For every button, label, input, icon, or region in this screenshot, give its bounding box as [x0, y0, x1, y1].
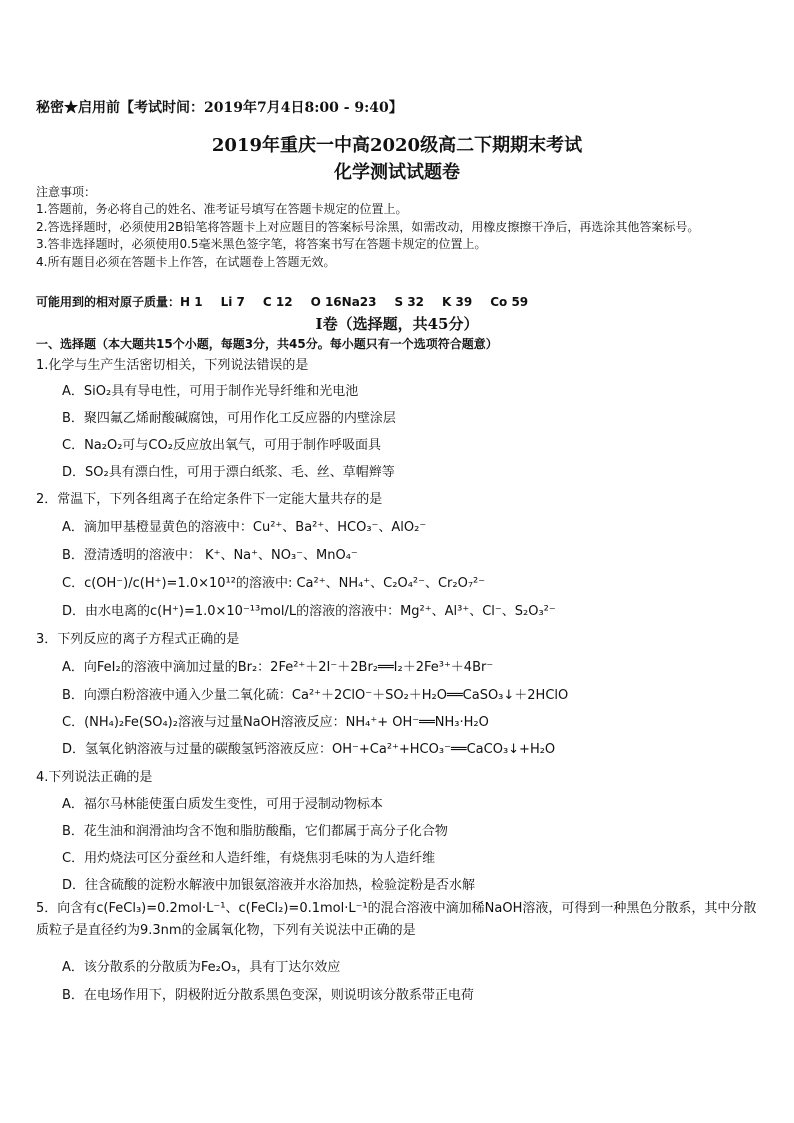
instruction-item: 2.答选择题时，必须使用2B铅笔将答题卡上对应题目的答案标号涂黑，如需改动，用橡皮擦擦干净后，再选涂其他答案标号。	[36, 219, 700, 234]
instructions	[36, 184, 758, 271]
atomic-masses-label: 可能用到的相对原子质量：	[36, 295, 181, 309]
section-title: Ⅰ卷（选择题，共45分）	[315, 315, 479, 333]
atomic-mass-item: Li 7	[220, 295, 245, 309]
question-option: C．Na₂O₂可与CO₂反应放出氧气，可用于制作呼吸面具	[62, 438, 381, 453]
question-stem: 3．下列反应的离子方程式正确的是	[36, 632, 240, 647]
exam-time-notice: 秘密★启用前【考试时间：2019年7月4日8:00 - 9:40】	[36, 100, 403, 116]
question-option: B．花生油和润滑油均含不饱和脂肪酸酯，它们都属于高分子化合物	[62, 824, 448, 839]
question-stem: 4.下列说法正确的是	[36, 770, 153, 785]
atomic-mass-item: Co 59	[490, 295, 529, 309]
exam-title: 2019年重庆一中高2020级高二下期期末考试	[211, 135, 583, 156]
part-heading: 一、选择题（本大题共15个小题，每题3分，共45分。每小题只有一个选项符合题意）	[36, 337, 498, 351]
instruction-item: 1.答题前，务必将自己的姓名、准考证号填写在答题卡规定的位置上。	[36, 202, 408, 217]
question-option: D．往含硫酸的淀粉水解液中加银氨溶液并水浴加热，检验淀粉是否水解	[62, 878, 476, 893]
question-option: B．在电场作用下，阴极附近分散系黑色变深，则说明该分散系带正电荷	[62, 988, 474, 1003]
question-option: A．滴加甲基橙显黄色的溶液中：Cu²⁺、Ba²⁺、HCO₃⁻、AlO₂⁻	[62, 520, 427, 535]
atomic-mass-item: H 1	[180, 295, 203, 309]
question-option: A．向FeI₂的溶液中滴加过量的Br₂：2Fe²⁺＋2I⁻＋2Br₂══I₂＋2Fe³⁺＋4Br⁻	[62, 660, 494, 675]
atomic-mass-item: K 39	[442, 295, 473, 309]
atomic-mass-item: O 16Na23	[310, 295, 377, 309]
exam-subtitle: 化学测试试题卷	[334, 162, 460, 183]
question-option: D．由水电离的c(H⁺)=1.0×10⁻¹³mol/L的溶液的溶液中：Mg²⁺、Al³⁺、Cl⁻、S₂O₃²⁻	[62, 604, 556, 619]
atomic-mass-item: S 32	[394, 295, 425, 309]
question-option: C．(NH₄)₂Fe(SO₄)₂溶液与过量NaOH溶液反应：NH₄⁺+ OH⁻══NH₃·H₂O	[62, 715, 489, 730]
instruction-item: 3.答非选择题时，必须使用0.5毫米黑色签字笔，将答案书写在答题卡规定的位置上。	[36, 237, 487, 252]
question-option: D．氢氧化钠溶液与过量的碳酸氢钙溶液反应：OH⁻+Ca²⁺+HCO₃⁻══CaCO₃↓+H₂O	[62, 742, 556, 757]
question-option: B．向漂白粉溶液中通入少量二氧化硫：Ca²⁺＋2ClO⁻＋SO₂＋H₂O══CaSO₃↓＋2HClO	[62, 688, 569, 703]
question-option: D．SO₂具有漂白性，可用于漂白纸浆、毛、丝、草帽辫等	[62, 465, 395, 480]
question-option: A．SiO₂具有导电性，可用于制作光导纤维和光电池	[62, 384, 359, 399]
question-option: A．该分散系的分散质为Fe₂O₃，具有丁达尔效应	[62, 960, 341, 975]
question-stem: 2．常温下，下列各组离子在给定条件下一定能大量共存的是	[36, 492, 383, 507]
instruction-item: 4.所有题目必须在答题卡上作答，在试题卷上答题无效。	[36, 254, 336, 269]
question-option: C．c(OH⁻)/c(H⁺)=1.0×10¹²的溶液中: Ca²⁺、NH₄⁺、C₂O₄²⁻、Cr₂O₇²⁻	[62, 576, 486, 591]
question-option: A．福尔马林能使蛋白质发生变性，可用于浸制动物标本	[62, 797, 383, 812]
question-stem: 1.化学与生产生活密切相关，下列说法错误的是	[36, 358, 309, 373]
question-option: B．聚四氟乙烯耐酸碱腐蚀，可用作化工反应器的内壁涂层	[62, 411, 396, 426]
question-option: C．用灼烧法可区分蚕丝和人造纤维，有烧焦羽毛味的为人造纤维	[62, 851, 436, 866]
instructions-heading: 注意事项：	[36, 185, 97, 199]
atomic-mass-item: C 12	[262, 295, 293, 309]
question-stem: 5．向含有c(FeCl₃)=0.2mol·L⁻¹、c(FeCl₂)=0.1mol·L⁻¹的混合溶液中滴加稀NaOH溶液，可得到一种黑色分散系，其中分散质粒子是直径约为9.3nm的金属氧化物，下列有关说法中正确的是	[36, 901, 757, 938]
question-option: B．澄清透明的溶液中： K⁺、Na⁺、NO₃⁻、MnO₄⁻	[62, 548, 358, 563]
atomic-masses	[36, 293, 546, 310]
